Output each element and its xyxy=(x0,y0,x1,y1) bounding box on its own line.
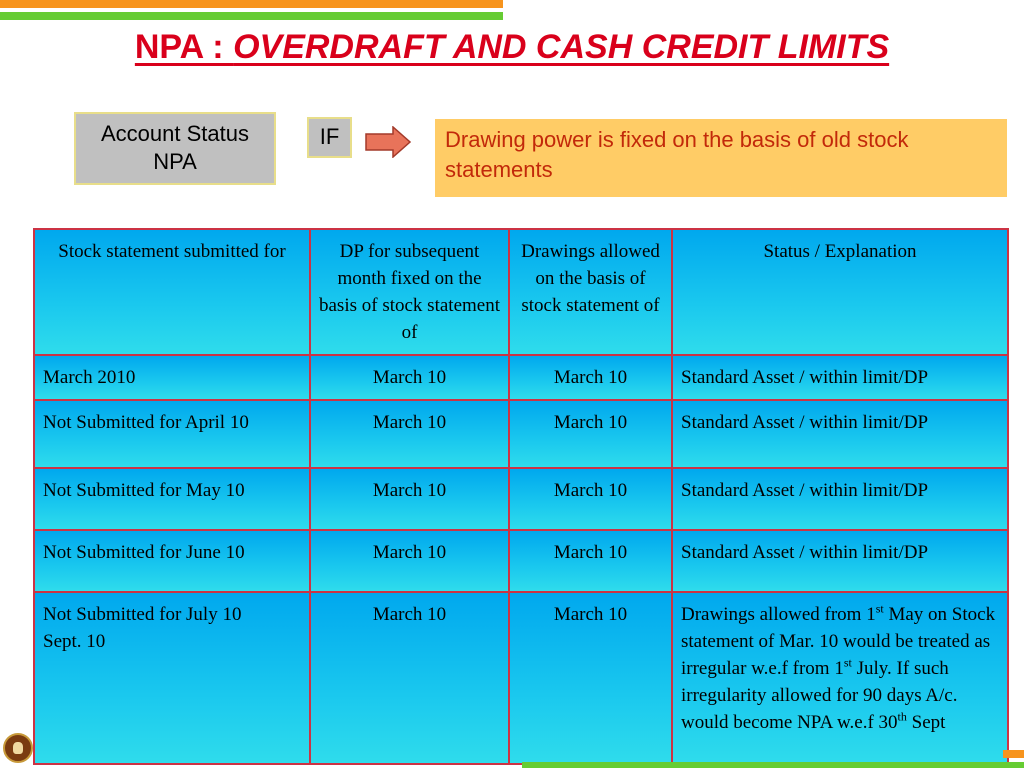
cell-submitted: Not Submitted for April 10 xyxy=(34,400,310,468)
status-sup-1: st xyxy=(875,601,884,616)
bank-logo xyxy=(3,733,33,763)
right-arrow-icon xyxy=(365,126,411,158)
status-text-2: May on Stock statement of Mar. 10 would be treated as irregular w.e.f from 1 xyxy=(681,604,996,679)
npa-table xyxy=(33,228,1009,765)
status-text-1: Drawings allowed from 1 xyxy=(681,604,876,625)
cell-dp: March 10 xyxy=(310,355,509,400)
table-header-row xyxy=(34,229,1008,355)
account-status-box xyxy=(74,112,276,185)
cell-submitted: March 2010 xyxy=(34,355,310,400)
top-orange-stripe xyxy=(0,0,503,8)
cell-dp: March 10 xyxy=(310,592,509,764)
cell-submitted xyxy=(34,592,310,764)
table-row xyxy=(34,400,1008,468)
cell-status: Standard Asset / within limit/DP xyxy=(672,468,1008,530)
title-main: OVERDRAFT AND CASH CREDIT LIMITS xyxy=(233,28,890,66)
header-submitted: Stock statement submitted for xyxy=(34,229,310,355)
cell-dp: March 10 xyxy=(310,468,509,530)
table-row xyxy=(34,468,1008,530)
condition-note xyxy=(435,119,1007,197)
cell-submitted-line1: Not Submitted for July 10 xyxy=(43,604,242,625)
status-sup-3: th xyxy=(897,709,907,724)
account-status-line1: Account Status xyxy=(101,121,249,146)
status-text-4: Sept xyxy=(906,712,946,733)
cell-status: Standard Asset / within limit/DP xyxy=(672,530,1008,592)
cell-status: Standard Asset / within limit/DP xyxy=(672,355,1008,400)
header-drawings: Drawings allowed on the basis of stock statement of xyxy=(509,229,672,355)
table-row xyxy=(34,592,1008,764)
cell-dp: March 10 xyxy=(310,400,509,468)
if-label: IF xyxy=(319,124,340,149)
header-dp: DP for subsequent month fixed on the basis of stock statement of xyxy=(310,229,509,355)
top-green-stripe xyxy=(0,12,503,20)
account-status-line2: NPA xyxy=(153,149,197,174)
bottom-green-stripe xyxy=(522,762,1024,768)
status-sup-2: st xyxy=(843,655,852,670)
cell-status: Standard Asset / within limit/DP xyxy=(672,400,1008,468)
condition-note-text: Drawing power is fixed on the basis of old stock statements xyxy=(445,127,909,182)
cell-status-explanation xyxy=(672,592,1008,764)
cell-dp: March 10 xyxy=(310,530,509,592)
status-text-3: July. If such irregularity allowed for 90 days A/c. would become NPA w.e.f 30 xyxy=(681,658,958,733)
table-row xyxy=(34,530,1008,592)
header-status: Status / Explanation xyxy=(672,229,1008,355)
table-row xyxy=(34,355,1008,400)
cell-submitted: Not Submitted for June 10 xyxy=(34,530,310,592)
cell-submitted-line2: Sept. 10 xyxy=(43,631,106,652)
cell-drawings: March 10 xyxy=(509,592,672,764)
cell-drawings: March 10 xyxy=(509,400,672,468)
cell-drawings: March 10 xyxy=(509,355,672,400)
cell-drawings: March 10 xyxy=(509,530,672,592)
page-title xyxy=(0,28,1024,67)
cell-drawings: March 10 xyxy=(509,468,672,530)
title-prefix: NPA : xyxy=(134,28,234,66)
if-box xyxy=(307,117,352,158)
bottom-orange-stripe xyxy=(1003,750,1024,758)
cell-submitted: Not Submitted for May 10 xyxy=(34,468,310,530)
